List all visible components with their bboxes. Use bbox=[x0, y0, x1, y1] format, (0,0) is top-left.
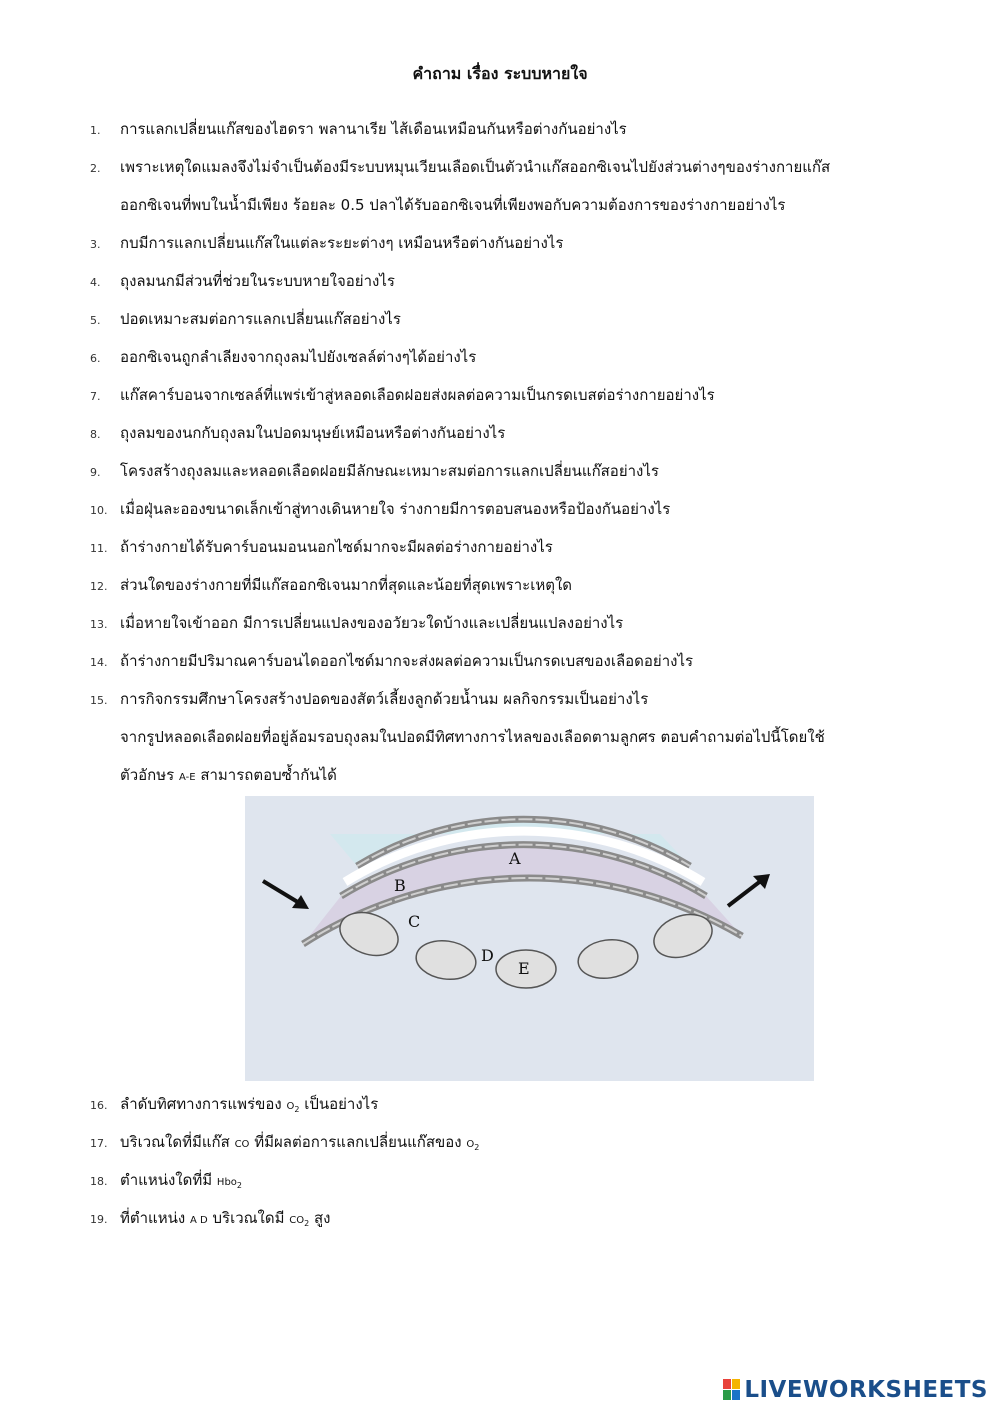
question-number: 7. bbox=[90, 390, 101, 403]
question-number: 8. bbox=[90, 428, 101, 441]
instruction-text: สามารถตอบซ้ำกันได้ bbox=[200, 766, 337, 784]
question-text: ปอดเหมาะสมต่อการแลกเปลี่ยนแก๊สอย่างไร bbox=[120, 310, 401, 328]
instruction-letters: A-E bbox=[178, 772, 196, 783]
chem-symbol: CO bbox=[289, 1215, 305, 1226]
page-title: คำถาม เรื่อง ระบบหายใจ bbox=[412, 64, 588, 83]
question-text: ถุงลมนกมีส่วนที่ช่วยในระบบหายใจอย่างไร bbox=[120, 272, 395, 290]
question-number: 19. bbox=[90, 1213, 108, 1226]
question-number: 5. bbox=[90, 314, 101, 327]
chem-subscript: 2 bbox=[294, 1105, 300, 1114]
question-number: 4. bbox=[90, 276, 101, 289]
alveolus-capillary-diagram bbox=[245, 796, 814, 1081]
red-blood-cell bbox=[576, 936, 641, 982]
text-part: ที่มีผลต่อการแลกเปลี่ยนแก๊สของ bbox=[254, 1133, 462, 1151]
question-text: ออกซิเจนถูกลำเลียงจากถุงลมไปยังเซลล์ต่างๆได้อย่างไร bbox=[120, 348, 477, 366]
text-part: บริเวณใดมี bbox=[212, 1209, 285, 1227]
blood-flow-in-arrow bbox=[263, 881, 301, 904]
question-text: ถ้าร่างกายได้รับคาร์บอนมอนนอกไซด์มากจะมีผลต่อร่างกายอย่างไร bbox=[120, 538, 553, 556]
question-2-continuation: ออกซิเจนที่พบในน้ำมีเพียง ร้อยละ 0.5 ปลาได้รับออกซิเจนที่เพียงพอกับความต้องการของร่างกายอย่างไร bbox=[120, 196, 786, 214]
chem-formula bbox=[289, 1215, 309, 1226]
question-number: 16. bbox=[90, 1099, 108, 1112]
question-text bbox=[120, 1132, 479, 1158]
question-text: แก๊สคาร์บอนจากเซลล์ที่แพร่เข้าสู่หลอดเลือดฝอยส่งผลต่อความเป็นกรดเบสต่อร่างกายอย่างไร bbox=[120, 386, 715, 404]
chem-symbol: O bbox=[286, 1101, 295, 1112]
chem-symbol: Hbo bbox=[216, 1177, 237, 1188]
question-number: 10. bbox=[90, 504, 108, 517]
label-b: B bbox=[394, 876, 406, 895]
red-blood-cell bbox=[414, 937, 479, 983]
label-c: C bbox=[408, 912, 421, 931]
question-number: 12. bbox=[90, 580, 108, 593]
question-number: 2. bbox=[90, 162, 101, 175]
text-part: ตำแหน่งใดที่มี bbox=[120, 1171, 213, 1189]
question-text: โครงสร้างถุงลมและหลอดเลือดฝอยมีลักษณะเหมาะสมต่อการแลกเปลี่ยนแก๊สอย่างไร bbox=[120, 462, 659, 480]
chem-subscript: 2 bbox=[304, 1219, 310, 1228]
question-number: 15. bbox=[90, 694, 108, 707]
liveworksheets-logo-icon bbox=[723, 1379, 741, 1401]
chem-formula bbox=[217, 1177, 242, 1188]
brand-name: LIVEWORKSHEETS bbox=[744, 1377, 988, 1403]
question-number: 6. bbox=[90, 352, 101, 365]
chem-formula bbox=[466, 1139, 479, 1150]
label-a: A bbox=[509, 849, 521, 868]
question-number: 18. bbox=[90, 1175, 108, 1188]
position-letters: A D bbox=[189, 1215, 208, 1226]
question-number: 1. bbox=[90, 124, 101, 137]
instruction-line-1: จากรูปหลอดเลือดฝอยที่อยู่ล้อมรอบถุงลมในปอดมีทิศทางการไหลของเลือดตามลูกศร ตอบคำถามต่อไปนี้โดยใช้ bbox=[120, 728, 825, 746]
instruction-line-2 bbox=[120, 765, 337, 788]
question-text: กบมีการแลกเปลี่ยนแก๊สในแต่ละระยะต่างๆ เหมือนหรือต่างกันอย่างไร bbox=[120, 234, 564, 252]
question-text: เพราะเหตุใดแมลงจึงไม่จำเป็นต้องมีระบบหมุนเวียนเลือดเป็นตัวนำแก๊สออกซิเจนไปยังส่วนต่างๆของร่างกายแก๊ส bbox=[120, 158, 831, 176]
question-text bbox=[120, 1094, 378, 1120]
question-number: 13. bbox=[90, 618, 108, 631]
question-number: 9. bbox=[90, 466, 101, 479]
question-number: 3. bbox=[90, 238, 101, 251]
question-text: การแลกเปลี่ยนแก๊สของไฮดรา พลานาเรีย ไส้เดือนเหมือนกันหรือต่างกันอย่างไร bbox=[120, 120, 627, 138]
question-number: 11. bbox=[90, 542, 108, 555]
text-part: ที่ตำแหน่ง bbox=[120, 1209, 186, 1227]
text-part: ลำดับทิศทางการแพร่ของ bbox=[120, 1095, 282, 1113]
question-text bbox=[120, 1208, 330, 1234]
question-text: ถุงลมของนกกับถุงลมในปอดมนุษย์เหมือนหรือต่างกันอย่างไร bbox=[120, 424, 506, 442]
chem-subscript: 2 bbox=[474, 1143, 480, 1152]
text-part: สูง bbox=[314, 1209, 331, 1227]
text-part: บริเวณใดที่มีแก๊ส bbox=[120, 1133, 230, 1151]
blood-flow-out-arrow bbox=[728, 880, 762, 906]
question-text: เมื่อหายใจเข้าออก มีการเปลี่ยนแปลงของอวัยวะใดบ้างและเปลี่ยนแปลงอย่างไร bbox=[120, 614, 624, 632]
question-text: ถ้าร่างกายมีปริมาณคาร์บอนไดออกไซด์มากจะส่งผลต่อความเป็นกรดเบสของเลือดอย่างไร bbox=[120, 652, 694, 670]
label-d: D bbox=[481, 946, 494, 965]
question-number: 14. bbox=[90, 656, 108, 669]
liveworksheets-logo bbox=[723, 1376, 988, 1404]
question-number: 17. bbox=[90, 1137, 108, 1150]
question-text: ส่วนใดของร่างกายที่มีแก๊สออกซิเจนมากที่สุดและน้อยที่สุดเพราะเหตุใด bbox=[120, 576, 573, 594]
question-text: เมื่อฝุ่นละอองขนาดเล็กเข้าสู่ทางเดินหายใจ ร่างกายมีการตอบสนองหรือป้องกันอย่างไร bbox=[120, 500, 671, 518]
chem-formula bbox=[286, 1101, 299, 1112]
question-text: การกิจกรรมศึกษาโครงสร้างปอดของสัตว์เลี้ยงลูกด้วยน้ำนม ผลกิจกรรมเป็นอย่างไร bbox=[120, 690, 649, 708]
chem-symbol: O bbox=[466, 1139, 475, 1150]
chem-subscript: 2 bbox=[236, 1181, 243, 1190]
question-text bbox=[120, 1170, 242, 1196]
diagram-svg bbox=[245, 796, 814, 1081]
label-e: E bbox=[518, 959, 530, 978]
text-part: เป็นอย่างไร bbox=[304, 1095, 379, 1113]
chem-formula: CO bbox=[234, 1139, 250, 1150]
instruction-text: ตัวอักษร bbox=[120, 766, 175, 784]
